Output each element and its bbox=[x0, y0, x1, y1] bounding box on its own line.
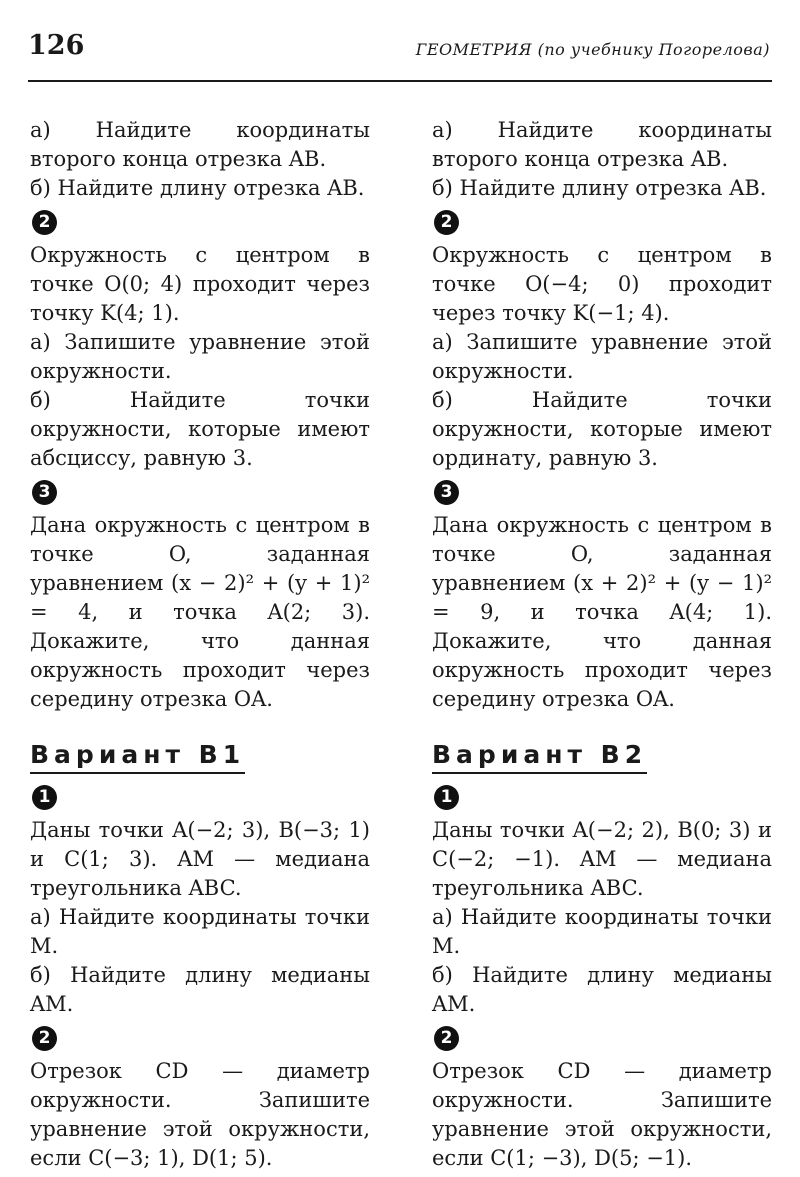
task-1-part-b: б) Найдите длину отрезка AB. bbox=[432, 176, 767, 200]
task-3-text: Дана окружность с центром в точке O, заданная уравнением (x − 2)² + (y + 1)² = 4, и точка A(2; 3). Докажите, что данная окружность проходит через середину отрезка OA. bbox=[30, 513, 370, 711]
task-2-part-a: а) Запишите уравнение этой окружности. bbox=[432, 330, 772, 383]
task-number-badge: 2 bbox=[434, 210, 459, 235]
task-2-part-b: б) Найдите точки окружности, которые имеют абсциссу, равную 3. bbox=[30, 388, 370, 470]
task-3-text: Дана окружность с центром в точке O, заданная уравнением (x + 2)² + (y − 1)² = 9, и точка A(4; 1). Докажите, что данная окружность проходит через середину отрезка OA. bbox=[432, 513, 772, 711]
header-rule bbox=[28, 80, 772, 82]
variant-task-1-part-b: б) Найдите длину медианы AM. bbox=[30, 963, 370, 1016]
variant-task-2-text: Отрезок CD — диаметр окружности. Запишите уравнение этой окружности, если C(−3; 1), D(1; 5). bbox=[30, 1059, 370, 1170]
variant-task-1-text: Даны точки A(−2; 3), B(−3; 1) и C(1; 3). AM — медиана треугольника ABC. bbox=[30, 818, 370, 900]
task-2-part-b: б) Найдите точки окружности, которые имеют ординату, равную 3. bbox=[432, 388, 772, 470]
task-1-part-a: а) Найдите координаты второго конца отрезка AB. bbox=[432, 118, 772, 171]
task-number-badge: 1 bbox=[434, 785, 459, 810]
task-number-badge: 2 bbox=[32, 1026, 57, 1051]
variant-task-1-part-a: а) Найдите координаты точки M. bbox=[30, 905, 370, 958]
task-number-badge: 2 bbox=[434, 1026, 459, 1051]
task-2-text: Окружность с центром в точке O(−4; 0) проходит через точку K(−1; 4). bbox=[432, 243, 772, 325]
variant-task-1-text: Даны точки A(−2; 2), B(0; 3) и C(−2; −1). AM — медиана треугольника ABC. bbox=[432, 818, 772, 900]
variant-task-1-part-b: б) Найдите длину медианы AM. bbox=[432, 963, 772, 1016]
task-number-badge: 3 bbox=[32, 480, 57, 505]
variant-task-2-text: Отрезок CD — диаметр окружности. Запишите уравнение этой окружности, если C(1; −3), D(5; −1). bbox=[432, 1059, 772, 1170]
task-number-badge: 2 bbox=[32, 210, 57, 235]
page-number: 126 bbox=[28, 30, 85, 61]
task-number-badge: 3 bbox=[434, 480, 459, 505]
task-number-badge: 1 bbox=[32, 785, 57, 810]
left-column bbox=[30, 116, 370, 1173]
task-1-part-a: а) Найдите координаты второго конца отрезка AB. bbox=[30, 118, 370, 171]
variant-heading: Вариант В1 bbox=[30, 740, 245, 774]
running-title: ГЕОМЕТРИЯ (по учебнику Погорелова) bbox=[415, 40, 770, 59]
task-2-part-a: а) Запишите уравнение этой окружности. bbox=[30, 330, 370, 383]
variant-task-1-part-a: а) Найдите координаты точки M. bbox=[432, 905, 772, 958]
variant-heading: Вариант В2 bbox=[432, 740, 647, 774]
task-1-part-b: б) Найдите длину отрезка AB. bbox=[30, 176, 365, 200]
task-2-text: Окружность с центром в точке O(0; 4) проходит через точку K(4; 1). bbox=[30, 243, 370, 325]
right-column bbox=[432, 116, 772, 1173]
